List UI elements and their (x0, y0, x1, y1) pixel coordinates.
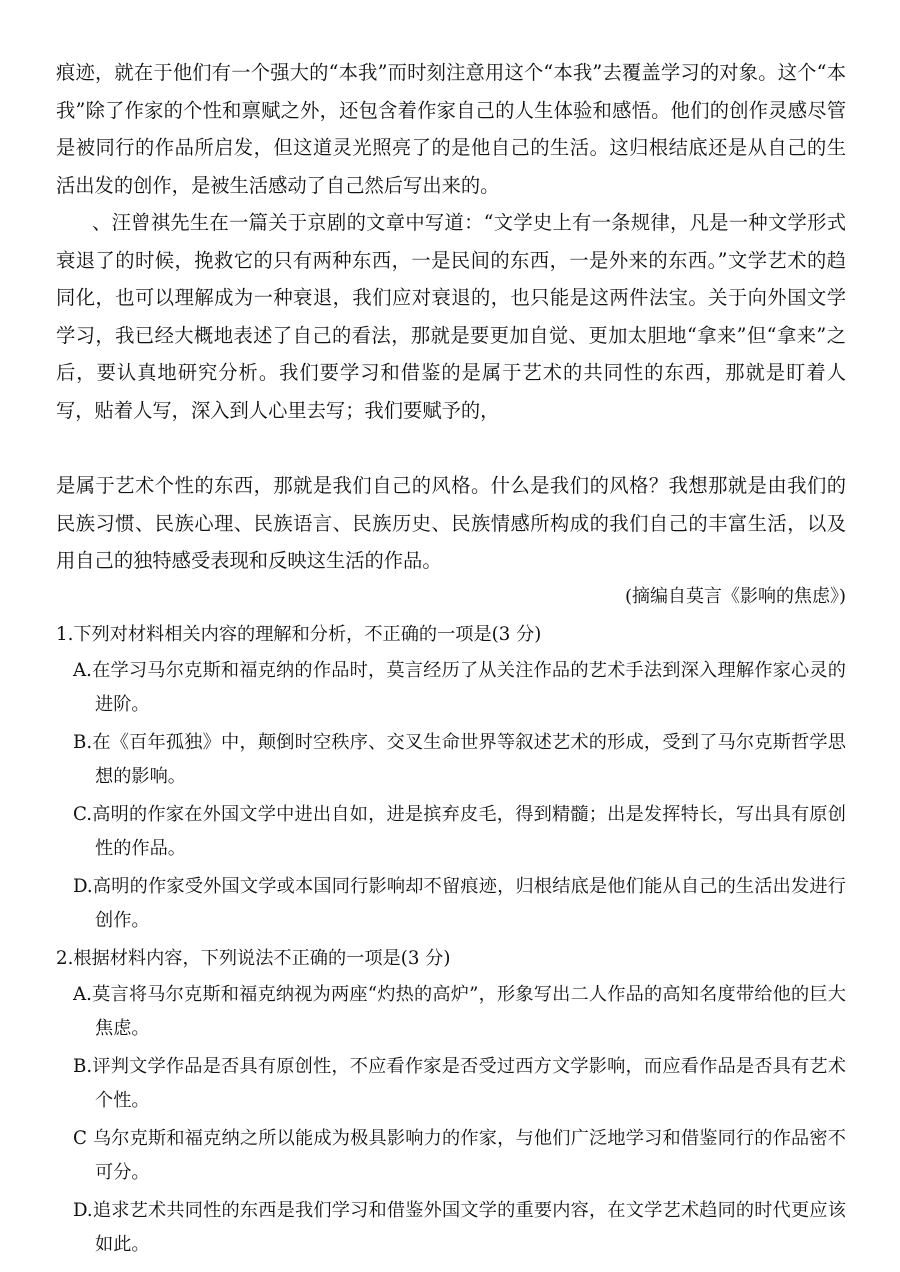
option-text: 莫言将马尔克斯和福克纳视为两座“灼热的高炉”，形象写出二人作品的高知名度带给他的巨大焦虑。 (91, 983, 846, 1039)
option-text: 评判文学作品是否具有原创性，不应看作家是否受过西方文学影响，而应看作品是否具有艺术个性。 (92, 1055, 846, 1111)
option-letter: C (73, 1127, 93, 1149)
document-page (56, 54, 846, 1266)
option-letter: A. (73, 983, 92, 1005)
passage-paragraph-3: 是属于艺术个性的东西，那就是我们自己的风格。什么是我们的风格？我想那就是由我们的民族习惯、民族心理、民族语言、民族历史、民族情感所构成的我们自己的丰富生活，以及用自己的独特感受表现和反映这生活的作品。 (56, 474, 846, 572)
option-text: 乌尔克斯和福克纳之所以能成为极具影响力的作家，与他们广泛地学习和借鉴同行的作品密不可分。 (92, 1127, 846, 1183)
option-text: 在《百年孤独》中，颠倒时空秩序、交叉生命世界等叙述艺术的形成，受到了马尔克斯哲学思想的影响。 (92, 731, 846, 787)
source-citation: (摘编自莫言《影响的焦虑》) (624, 585, 846, 607)
option-letter: C. (73, 803, 93, 825)
option-b (56, 726, 846, 794)
passage-paragraph-1: 痕迹，就在于他们有一个强大的“本我”而时刻注意用这个“本我”去覆盖学习的对象。这个“本我”除了作家的个性和禀赋之外，还包含着作家自己的人生体验和感悟。他们的创作灵感尽管是被同行的作品所启发，但这道灵光照亮了的是他自己的生活。这归根结底还是从自己的生活出发的创作，是被生活感动了自己然后写出来的。 (56, 61, 846, 197)
option-c (56, 1122, 846, 1190)
option-letter: B. (73, 731, 93, 753)
question-stem: 1.下列对材料相关内容的理解和分析，不正确的一项是(3 分) (56, 623, 542, 645)
option-d (56, 1194, 846, 1262)
paragraph-gap (56, 429, 846, 467)
option-c (56, 798, 846, 866)
passage-paragraph-2: 、汪曾祺先生在一篇关于京剧的文章中写道：“文学史上有一条规律，凡是一种文学形式衰退了的时候，挽救它的只有两种东西，一是民间的东西，一是外来的东西。”文学艺术的趋同化，也可以理解成为一种衰退，我们应对衰退的，也只能是这两件法宝。关于向外国文学学习，我已经大概地表述了自己的看法，那就是要更加自觉、更加太胆地“拿来”但“拿来”之后，要认真地研究分析。我们要学习和借鉴的是属于艺术的共同性的东西，那就是盯着人写，贴着人写，深入到人心里去写；我们要赋予的， (56, 211, 846, 422)
option-text: 高明的作家在外国文学中进出自如，进是摈弃皮毛，得到精髓；出是发挥特长，写出具有原创性的作品。 (92, 803, 846, 859)
option-text: 在学习马尔克斯和福克纳的作品时，莫言经历了从关注作品的艺术手法到深入理解作家心灵的进阶。 (91, 659, 846, 715)
option-b (56, 1050, 846, 1118)
question-2 (56, 942, 846, 1262)
option-d (56, 870, 846, 938)
option-a (56, 978, 846, 1046)
option-text: 追求艺术共同性的东西是我们学习和借鉴外国文学的重要内容，在文学艺术趋同的时代更应该如此。 (92, 1199, 846, 1255)
question-stem: 2.根据材料内容，下列说法不正确的一项是(3 分) (56, 947, 451, 969)
option-letter: A. (73, 659, 92, 681)
option-letter: D. (73, 875, 93, 897)
option-text: 高明的作家受外国文学或本国同行影响却不留痕迹，归根结底是他们能从自己的生活出发进行创作。 (92, 875, 846, 931)
option-a (56, 654, 846, 722)
question-1 (56, 618, 846, 938)
option-letter: D. (73, 1199, 93, 1221)
option-letter: B. (73, 1055, 93, 1077)
